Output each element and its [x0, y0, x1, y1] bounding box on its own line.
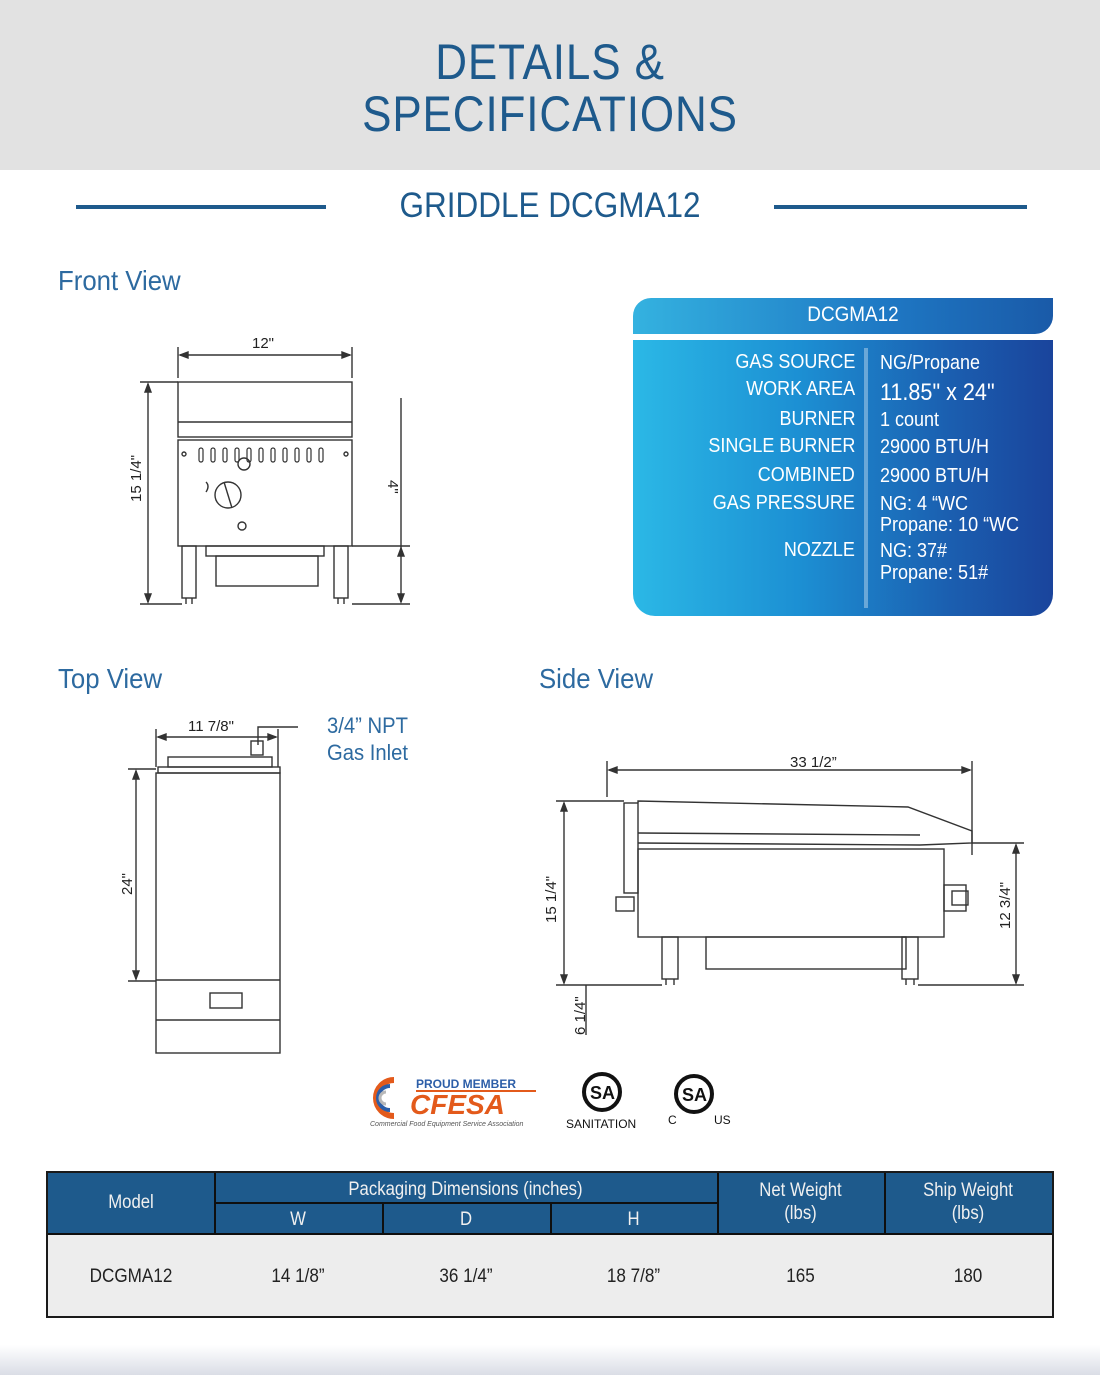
top-width-dim: 11 7/8" [188, 718, 234, 735]
spec-divider [864, 348, 868, 608]
header-packaging-dims: Packaging Dimensions (inches) [348, 1179, 583, 1200]
cell-model: DCGMA12 [89, 1266, 173, 1287]
table-divider [884, 1173, 886, 1234]
spec-label-gas-pressure: GAS PRESSURE [712, 492, 855, 514]
side-length-dim: 33 1/2” [790, 754, 837, 771]
gas-inlet-size: 3/4” NPT [327, 713, 408, 738]
spec-card-body [633, 340, 1053, 616]
top-view-drawing [110, 705, 310, 1065]
side-height-dim: 15 1/4" [543, 875, 560, 923]
left-rule [76, 205, 326, 209]
svg-text:PROUD MEMBER: PROUD MEMBER [416, 1077, 517, 1091]
spec-card-title: DCGMA12 [807, 303, 899, 326]
page-title-line1: DETAILS & [435, 34, 665, 90]
side-body-height-dim: 12 3/4" [997, 881, 1014, 929]
spec-value-gas-pressure-ng: NG: 4 “WC [880, 493, 969, 515]
table-divider [550, 1203, 552, 1234]
table-divider [48, 1233, 1052, 1235]
header-w: W [290, 1209, 306, 1230]
product-title: GRIDDLE DCGMA12 [399, 186, 701, 225]
cell-h: 18 7/8” [606, 1266, 661, 1287]
spec-value-work-area: 11.85" x 24" [880, 379, 995, 406]
side-leg-dim: 6 1/4" [572, 996, 589, 1035]
table-divider [214, 1202, 717, 1204]
table-divider [717, 1173, 719, 1234]
spec-label-combined: COMBINED [757, 464, 855, 486]
spec-value-nozzle-ng: NG: 37# [880, 540, 948, 562]
spec-value-gas-source: NG/Propane [880, 352, 981, 374]
csa-sanitation-logo [566, 1074, 636, 1131]
packaging-table [46, 1171, 1054, 1318]
cell-d: 36 1/4” [439, 1266, 493, 1287]
page-title-line2: SPECIFICATIONS [362, 86, 738, 142]
top-depth-dim: 24" [119, 872, 136, 895]
spec-label-nozzle: NOZZLE [783, 539, 855, 561]
spec-label-gas-source: GAS SOURCE [734, 351, 855, 373]
cell-ship-weight: 180 [953, 1266, 983, 1287]
svg-text:US: US [714, 1113, 731, 1127]
gas-inlet-text: Gas Inlet [326, 740, 408, 765]
side-view-drawing [540, 745, 1040, 1045]
header-ship-weight: Ship Weight (lbs) [923, 1180, 1013, 1224]
front-view-label: Front View [58, 265, 181, 296]
front-view-drawing [120, 330, 420, 615]
svg-text:CFESA: CFESA [410, 1089, 505, 1120]
svg-text:SA: SA [682, 1085, 708, 1105]
svg-text:C: C [668, 1113, 677, 1127]
svg-text:Commercial Food Equipment Serv: Commercial Food Equipment Service Association [370, 1121, 524, 1128]
spec-label-work-area: WORK AREA [745, 378, 855, 400]
front-width-dim: 12" [252, 335, 275, 352]
header-model: Model [108, 1192, 154, 1213]
front-leg-dim: 4" [384, 480, 401, 494]
cfesa-logo [370, 1077, 536, 1128]
table-divider [382, 1203, 384, 1234]
gas-inlet-label [290, 712, 408, 766]
footer-band [0, 1345, 1100, 1375]
spec-label-burner: BURNER [778, 408, 855, 430]
header-d: D [459, 1209, 473, 1230]
side-view-label: Side View [539, 663, 654, 694]
cell-w: 14 1/8” [271, 1266, 325, 1287]
spec-card [633, 298, 1053, 616]
header-h: H [627, 1209, 640, 1230]
svg-text:SANITATION: SANITATION [566, 1117, 637, 1131]
csa-c-us-logo [668, 1076, 731, 1127]
spec-value-gas-pressure-propane: Propane: 10 “WC [880, 514, 1020, 536]
cell-net-weight: 165 [786, 1266, 815, 1287]
top-view-label: Top View [58, 663, 163, 694]
front-height-dim: 15 1/4" [128, 454, 145, 502]
spec-value-combined: 29000 BTU/H [880, 465, 990, 487]
certification-logos [366, 1066, 746, 1136]
spec-value-burner: 1 count [880, 409, 940, 431]
header-net-weight: Net Weight (lbs) [759, 1180, 842, 1224]
spec-value-nozzle-propane: Propane: 51# [880, 562, 989, 584]
spec-label-single-burner: SINGLE BURNER [707, 435, 855, 457]
svg-text:SA: SA [590, 1083, 616, 1103]
header-band [0, 0, 1100, 170]
right-rule [774, 205, 1027, 209]
spec-value-single-burner: 29000 BTU/H [880, 436, 990, 458]
